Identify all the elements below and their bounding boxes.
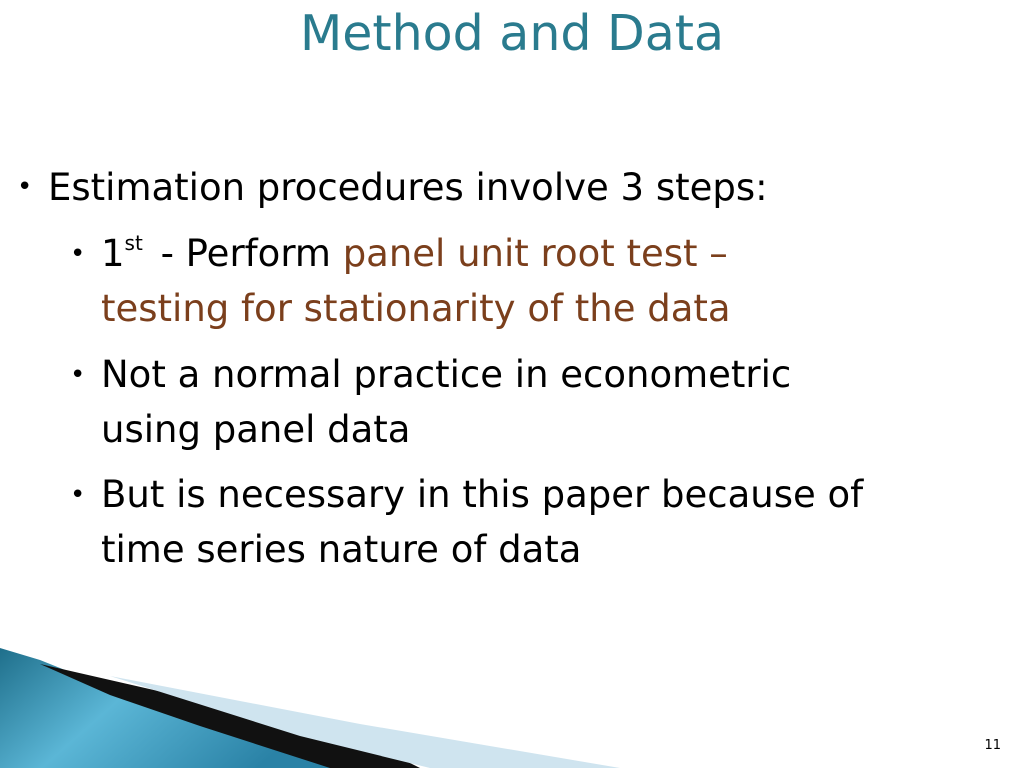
- highlighted-text-line2: testing for stationarity of the data: [101, 287, 731, 330]
- ordinal-suffix: st: [124, 231, 143, 255]
- sub2-line1: Not a normal practice in econometric: [101, 353, 792, 396]
- sub-bullet-dot: •: [70, 360, 86, 390]
- sub3-line2: time series nature of data: [101, 528, 582, 571]
- bullet-dot: •: [17, 172, 33, 202]
- page-number: 11: [984, 738, 1001, 753]
- sub2-line2: using panel data: [101, 408, 411, 451]
- bullet-estimation-procedures: Estimation procedures involve 3 steps:: [48, 166, 768, 209]
- highlighted-text-line1: panel unit root test –: [342, 232, 728, 275]
- ordinal-number: 1: [101, 232, 125, 275]
- slide-title: Method and Data: [299, 5, 725, 62]
- perform-text: - Perform: [148, 232, 343, 275]
- sub-bullet-dot: •: [70, 239, 86, 269]
- sub3-line1: But is necessary in this paper because of: [101, 473, 864, 516]
- sub-bullet-dot: •: [70, 480, 86, 510]
